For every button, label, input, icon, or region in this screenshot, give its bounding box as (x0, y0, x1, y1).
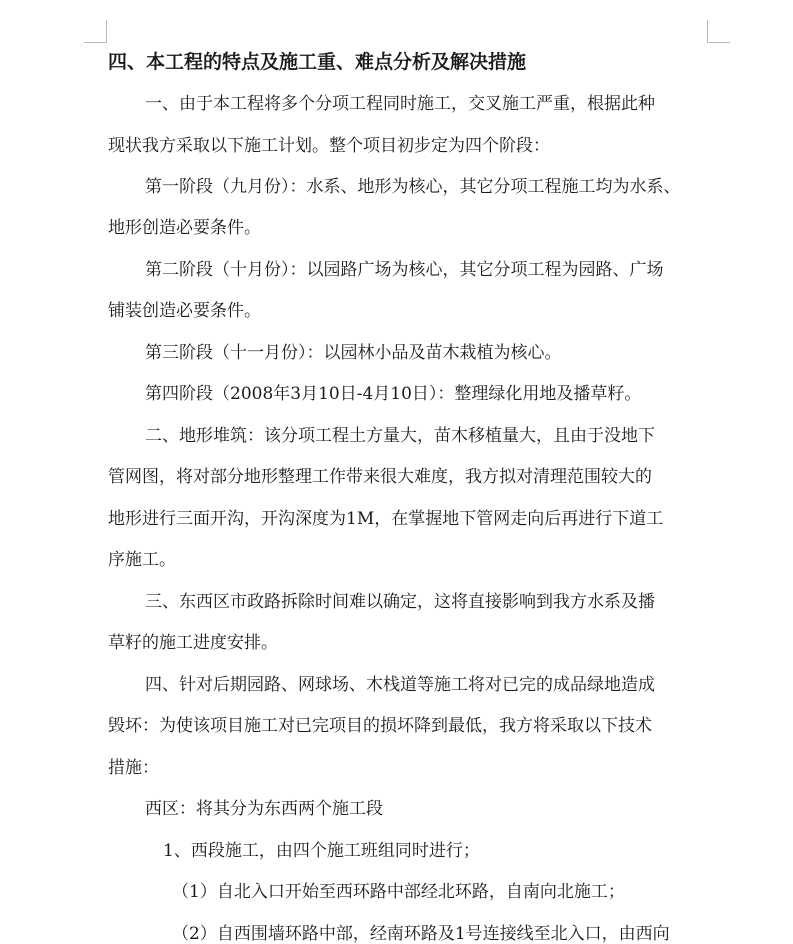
page-corner-mark-top-right (707, 20, 730, 43)
paragraph-line-5: 第二阶段（十月份）：以园路广场为核心，其它分项工程为园路、广场 (145, 260, 664, 280)
paragraph-line-17: 措施： (108, 758, 159, 778)
paragraph-line-6: 铺装创造必要条件。 (108, 301, 261, 321)
paragraph-line-8: 第四阶段（2008年3月10日-4月10日）：整理绿化用地及播草籽。 (145, 384, 642, 404)
paragraph-line-18: 西区：将其分为东西两个施工段 (145, 799, 383, 819)
paragraph-line-19: 1、西段施工，由四个施工班组同时进行； (163, 841, 480, 861)
paragraph-line-16: 毁坏：为使该项目施工对已完项目的损坏降到最低，我方将采取以下技术 (108, 716, 652, 736)
paragraph-line-3: 第一阶段（九月份）：水系、地形为核心，其它分项工程施工均为水系、 (145, 177, 681, 197)
paragraph-line-2: 现状我方采取以下施工计划。整个项目初步定为四个阶段： (108, 136, 550, 156)
paragraph-line-9: 二、地形堆筑：该分项工程土方量大，苗木移植量大，且由于没地下 (145, 426, 655, 446)
paragraph-line-15: 四、针对后期园路、网球场、木栈道等施工将对已完的成品绿地造成 (145, 675, 655, 695)
paragraph-line-13: 三、东西区市政路拆除时间难以确定，这将直接影响到我方水系及播 (145, 592, 655, 612)
paragraph-line-1: 一、由于本工程将多个分项工程同时施工，交叉施工严重，根据此种 (145, 94, 655, 114)
paragraph-line-4: 地形创造必要条件。 (108, 218, 261, 238)
page-corner-mark-top-left (84, 20, 107, 43)
paragraph-line-11: 地形进行三面开沟，开沟深度为1M，在掌握地下管网走向后再进行下道工 (108, 509, 664, 529)
paragraph-line-14: 草籽的施工进度安排。 (108, 633, 278, 653)
paragraph-line-20: （1）自北入口开始至西环路中部经北环路，自南向北施工； (172, 882, 625, 902)
paragraph-line-21: （2）自西围墙环路中部，经南环路及1号连接线至北入口，由西向 (172, 924, 670, 944)
paragraph-line-12: 序施工。 (108, 550, 176, 570)
paragraph-line-7: 第三阶段（十一月份）：以园林小品及苗木栽植为核心。 (145, 343, 562, 363)
paragraph-line-10: 管网图，将对部分地形整理工作带来很大难度，我方拟对清理范围较大的 (108, 467, 652, 487)
section-heading: 四、本工程的特点及施工重、难点分析及解决措施 (108, 51, 527, 73)
